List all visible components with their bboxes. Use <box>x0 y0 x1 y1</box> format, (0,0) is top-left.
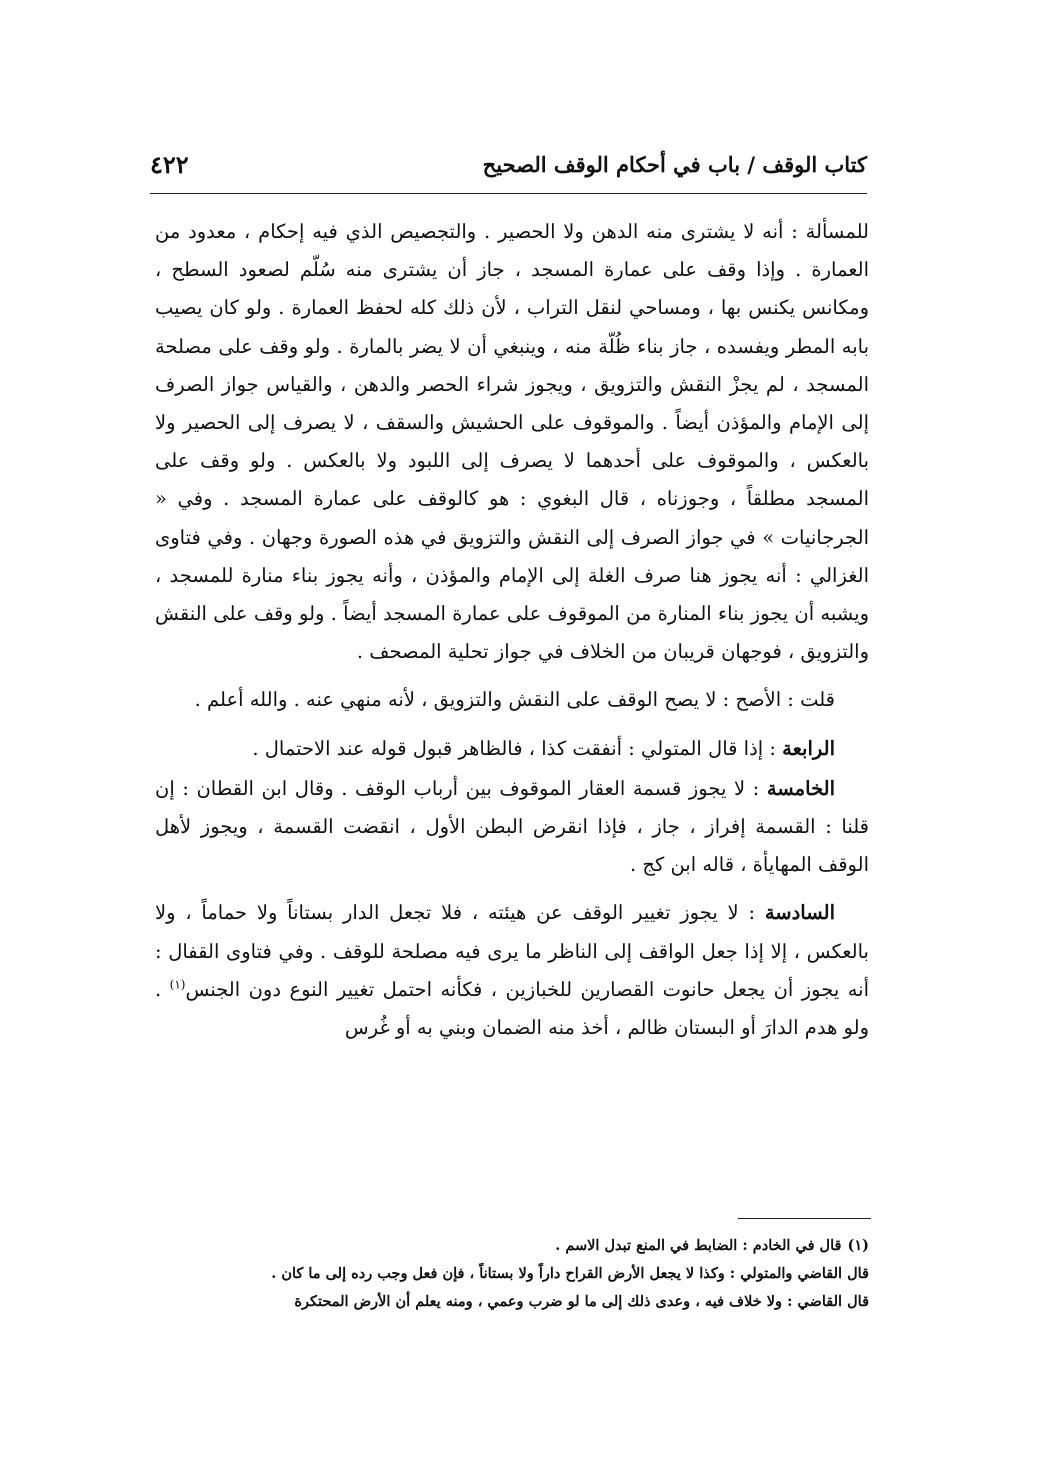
paragraph-4 <box>155 770 869 885</box>
paragraph-2: قلت : الأصح : لا يصح الوقف على النقش والتزويق ، لأنه منهي عنه . والله أعلم . <box>194 688 835 712</box>
paragraph-3-text: : إذا قال المتولي : أنفقت كذا ، فالظاهر قبول قوله عند الاحتمال . <box>252 736 776 760</box>
main-text <box>155 213 869 1047</box>
paragraph-5-text-a: : لا يجوز تغيير الوقف عن هيئته ، فلا تجعل الدار بستاناً ولا حماماً ، ولا بالعكس ، إلا إذا جعل الواقف إلى الناظر ما يرى فيه مصلحة للوقف . وفي فتاوى القفال : أنه يجوز أن يجعل حانوت القصارين للخبازين ، فكأنه احتمل تغيير النوع دون الجنس <box>155 901 869 1001</box>
footnote-line-3: قال القاضي : ولا خلاف فيه ، وعدى ذلك إلى ما لو ضرب وعمي ، ومنه يعلم أن الأرض المحتكرة <box>294 1293 869 1310</box>
header-title: كتاب الوقف / باب في أحكام الوقف الصحيح <box>482 152 867 177</box>
footnote-line-1-text: قال في الخادم : الضابط في المنع تبدل الاسم . <box>555 1237 842 1254</box>
header-divider <box>150 193 867 194</box>
section-label-fourth: الرابعة <box>782 736 835 760</box>
page-number: ٤٢٢ <box>150 150 189 179</box>
paragraph-4-text: : لا يجوز قسمة العقار الموقوف بين أرباب الوقف . وقال ابن القطان : إن قلنا : القسمة إفراز ، جاز ، فإذا انقرض البطن الأول ، انقضت القسمة ، ويجوز لأهل الوقف المهايأة ، قاله ابن كج . <box>155 776 869 877</box>
section-label-fifth: الخامسة <box>766 776 836 800</box>
footnote-reference[interactable]: (١) <box>169 977 186 992</box>
section-label-sixth: السادسة <box>764 901 836 925</box>
paragraph-1: للمسألة : أنه لا يشترى منه الدهن ولا الحصير . والتجصيص الذي فيه إحكام ، معدود من العمارة . وإذا وقف على عمارة المسجد ، جاز أن يشترى منه سُلّم لصعود السطح ، ومكانس يكنس بها ، ومساحي لنقل التراب ، لأن ذلك كله لحفظ العمارة . ولو كان يصيب بابه المطر ويفسده ، جاز بناء ظُلّة منه ، وينبغي أن لا يضر بالمارة . ولو وقف على مصلحة المسجد ، لم يجزْ النقش والتزويق ، ويجوز شراء الحصر والدهن ، والقياس جواز الصرف إلى الإمام والمؤذن أيضاً . والموقوف على الحشيش والسقف ، لا يصرف إلى الحصير ولا بالعكس ، والموقوف على أحدهما لا يصرف إلى اللبود ولا بالعكس . ولو وقف على المسجد مطلقاً ، وجوزناه ، قال البغوي : هو كالوقف على عمارة المسجد . وفي « الجرجانيات » في جواز الصرف إلى النقش والتزويق في هذه الصورة وجهان . وفي فتاوى الغزالي : أنه يجوز هنا صرف الغلة إلى الإمام والمؤذن ، وأنه يجوز بناء منارة للمسجد ، ويشبه أن يجوز بناء المنارة من الموقوف على عمارة المسجد أيضاً . ولو وقف على النقش والتزويق ، فوجهان قريبان من الخلاف في جواز تحلية المصحف . <box>155 220 870 664</box>
footnote-divider <box>738 1218 871 1219</box>
footnote-line-1 <box>158 1232 869 1260</box>
footnote-marker: (١) <box>847 1237 869 1254</box>
paragraph-5 <box>155 894 869 1047</box>
footnote-line-2: قال القاضي والمتولي : وكذا لا يجعل الأرض القراح داراً ولا بستاناً ، فإن فعل وجب رده إلى ما كان . <box>271 1265 869 1282</box>
footnotes <box>158 1232 869 1316</box>
running-header <box>150 148 867 188</box>
paragraph-5-text-b: . ولو هدم الدارَ أو البستان ظالم ، أخذ منه الضمان وبني به أو غُرس <box>155 977 869 1040</box>
paragraph-3 <box>155 730 869 768</box>
